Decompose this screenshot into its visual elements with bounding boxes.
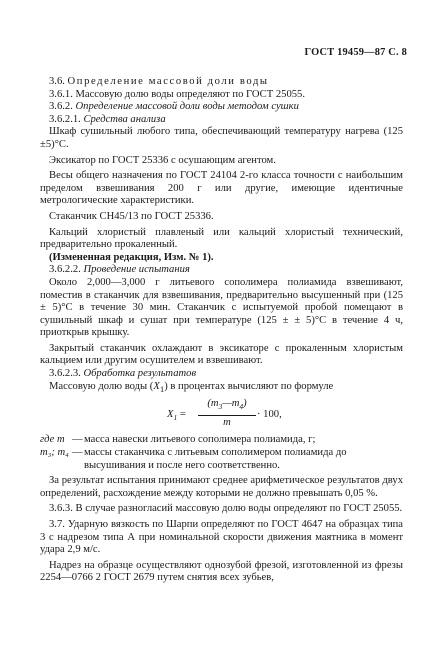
section-number: 3.6.2.2.	[49, 264, 81, 276]
section-number: 3.6.2.	[49, 101, 73, 113]
paragraph-stakanchik: Стаканчик СН45/13 по ГОСТ 25336.	[49, 210, 214, 222]
document-body	[40, 76, 403, 585]
formula-equals: =	[179, 409, 186, 421]
paragraph-massovuyu	[40, 381, 403, 396]
section-title: Определение массовой доли воды	[67, 76, 269, 87]
section-3-6-2-1-heading	[40, 114, 403, 127]
formula-subscript: 3	[218, 402, 223, 412]
definition-term: где m	[40, 434, 65, 446]
formula-subscript: 1	[173, 413, 178, 423]
paragraph-rezultat: За результат испытания принимают среднее арифметическое результатов двух определений, расхождение между которыми не должно превышать 0,05 %.	[40, 475, 403, 499]
definition-row	[40, 434, 403, 447]
definition-dash: —	[72, 434, 83, 446]
paragraph-nadrez: Надрез на образце осуществляют однозубой фрезой, изготовленной из фрезы 2254—0766 2 ГОСТ 2679 путем снятия всех зубьев,	[40, 559, 403, 584]
formula-definitions	[40, 434, 403, 472]
paragraph-kalcii: Кальций хлористый плавленый или кальций хлористый технический, предварительно прокаленный.	[40, 226, 403, 251]
definition-dash: —	[72, 446, 83, 458]
subscript: 1	[159, 383, 165, 394]
paragraph-3-6-1: 3.6.1. Массовую долю воды определяют по ГОСТ 25055.	[49, 88, 305, 100]
fraction-bar	[198, 415, 256, 416]
paragraph-vesy: Весы общего назначения по ГОСТ 24104 2-го класса точности с наибольшим пределом взвешивания 200 г или другие, имеющие идентичные метрологические характеристики.	[40, 170, 403, 207]
formula-variable: X	[167, 409, 174, 421]
definition-term: m₃; m₄	[40, 446, 69, 458]
paragraph-3-7: 3.7. Ударную вязкость по Шарпи определяют по ГОСТ 4647 на образцах типа 3 с надрезом типа А при номинальной скорости движения маятника в момент удара 2,9 м/с.	[40, 518, 403, 556]
water-content-formula	[40, 398, 403, 432]
amendment-note: (Измененная редакция, Изм. № 1).	[49, 251, 214, 263]
section-3-6-2-2-heading	[40, 264, 403, 277]
formula-numerator	[198, 398, 256, 414]
formula-text: —m	[222, 398, 240, 410]
paragraph-eksikator: Эксикатор по ГОСТ 25336 с осушающим агентом.	[49, 154, 276, 166]
section-title: Определение массовой доли воды методом сушки	[75, 101, 299, 113]
definition-text: массы стаканчика с литьевым сополимером полиамида до высушивания и после него соответственно.	[84, 446, 347, 471]
formula-fraction	[198, 398, 256, 429]
formula-lhs	[167, 409, 186, 425]
formula-text: )	[243, 398, 247, 410]
section-3-6-2-3-heading	[40, 368, 403, 381]
definition-row	[40, 447, 403, 472]
paragraph-okolo: Около 2,000—3,000 г литьевого сополимера полиамида взвешивают, поместив в стаканчик для взвешивания, предварительно высушенный при (125 ± 5)°С в течение 30 мин. Стаканчик с испытуемой пробой помещают в сушильный шкаф и сушат при температуре (125 ± ± 5)°С в течение 4 ч, приоткрыв крышку.	[40, 276, 403, 339]
formula-text: (m	[207, 398, 219, 410]
section-number: 3.6.2.1.	[49, 113, 81, 125]
section-number: 3.6.	[49, 76, 65, 87]
paragraph-zakrytyi: Закрытый стаканчик охлаждают в эксикаторе с прокаленным хлористым кальцием или другим осушителем и взвешивают.	[40, 342, 403, 367]
section-3-6-heading	[40, 76, 403, 89]
paragraph-shkaf: Шкаф сушильный любого типа, обеспечивающий температуру нагрева (125 ±5)°С.	[40, 126, 403, 150]
text: Массовую долю воды (	[49, 380, 154, 392]
definition-text: масса навески литьевого сополимера полиамида, г;	[84, 434, 316, 446]
section-number: 3.6.2.3.	[49, 368, 81, 380]
section-3-6-2-heading	[40, 101, 403, 114]
variable: X	[153, 380, 160, 392]
section-title: Проведение испытания	[83, 264, 190, 276]
paragraph-3-6-3: 3.6.3. В случае разногласий массовую долю воды определяют по ГОСТ 25055.	[49, 503, 403, 515]
formula-multiplier: · 100,	[257, 409, 282, 421]
section-title: Средства анализа	[83, 113, 166, 125]
page-header: ГОСТ 19459—87 С. 8	[304, 47, 407, 58]
formula-denominator: m	[223, 417, 231, 429]
text: ) в процентах вычисляют по формуле	[164, 380, 334, 392]
formula-subscript: 4	[239, 402, 244, 412]
section-title: Обработка результатов	[83, 368, 197, 380]
